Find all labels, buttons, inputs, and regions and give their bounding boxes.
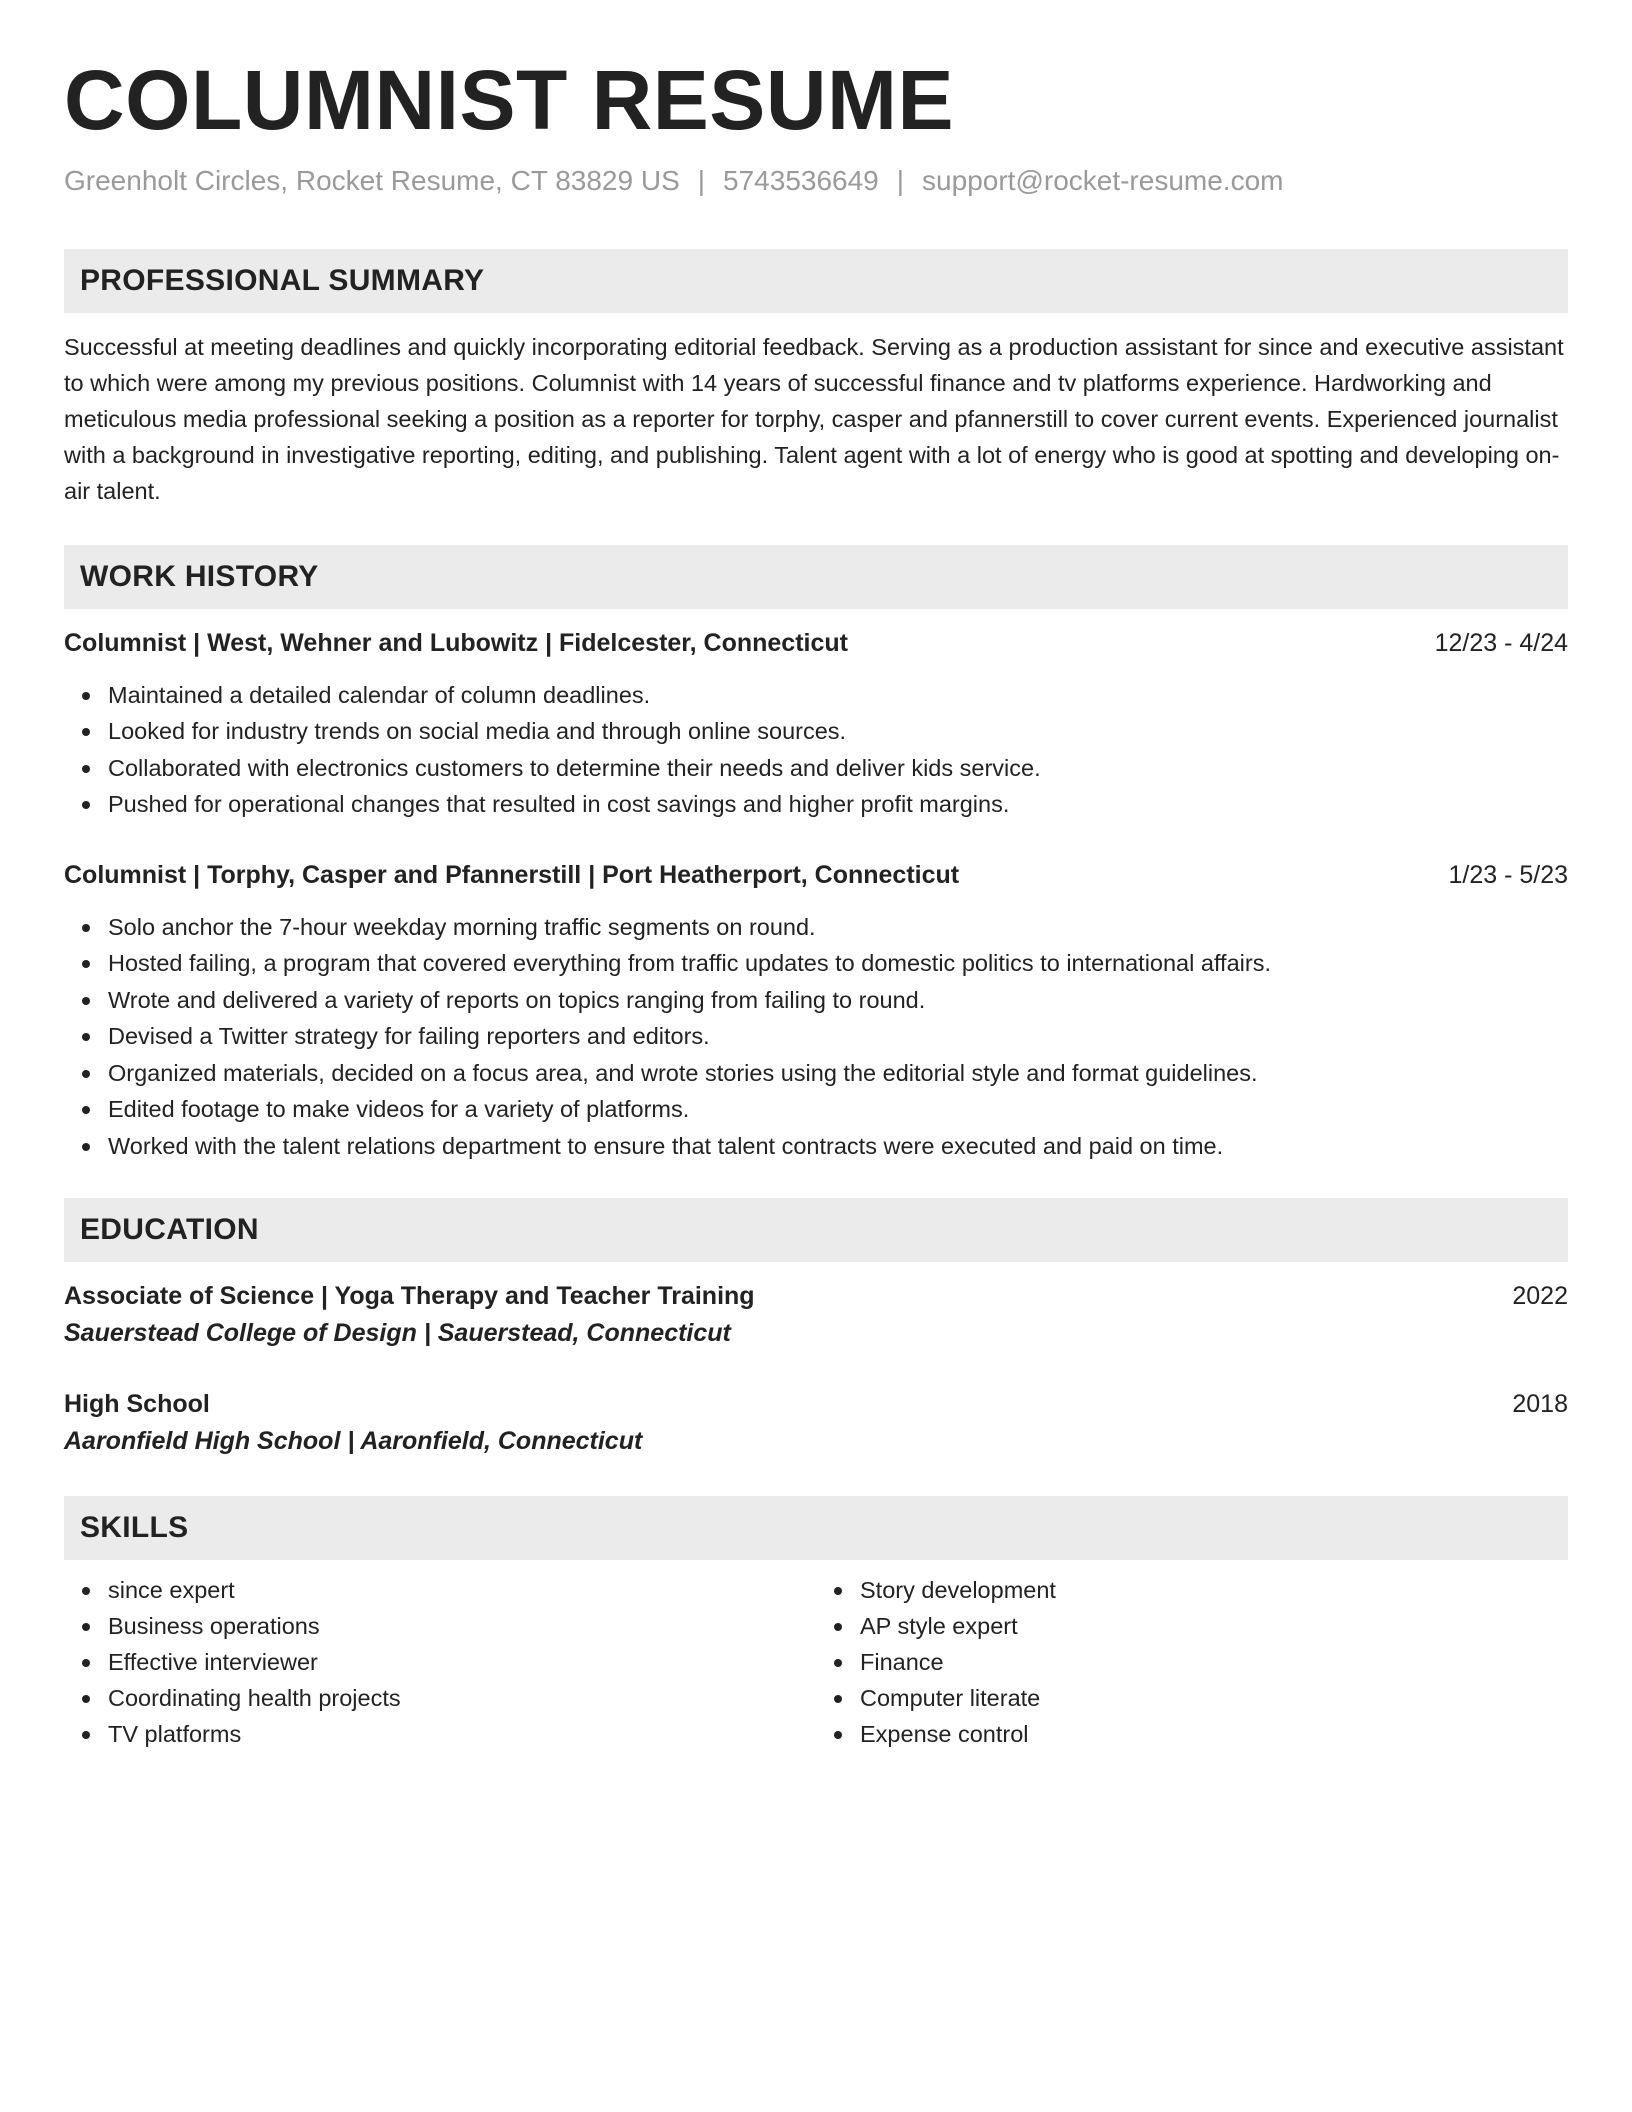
contact-phone: 5743536649 [723, 164, 879, 196]
job-entry [64, 625, 1568, 823]
skills-heading: SKILLS [64, 1496, 1568, 1560]
job-bullets [64, 677, 1568, 823]
education-heading: EDUCATION [64, 1198, 1568, 1262]
contact-email: support@rocket-resume.com [922, 164, 1284, 196]
job-bullet: Edited footage to make videos for a variety of platforms. [108, 1091, 1568, 1128]
job-bullet: Solo anchor the 7-hour weekday morning traffic segments on round. [108, 909, 1568, 946]
job-header [64, 625, 1568, 661]
job-bullet: Organized materials, decided on a focus area, and wrote stories using the editorial style and format guidelines. [108, 1055, 1568, 1092]
skill-item: Finance [860, 1644, 1568, 1680]
skill-item: Computer literate [860, 1680, 1568, 1716]
summary-heading: PROFESSIONAL SUMMARY [64, 249, 1568, 313]
job-entry [64, 857, 1568, 1165]
contact-line [64, 163, 1568, 199]
job-bullet: Wrote and delivered a variety of reports on topics ranging from failing to round. [108, 982, 1568, 1019]
skills-section [64, 1496, 1568, 1752]
education-school: Sauerstead College of Design | Sauerstead, Connecticut [64, 1319, 731, 1348]
education-header [64, 1386, 1568, 1422]
education-degree: High School [64, 1390, 210, 1419]
education-school: Aaronfield High School | Aaronfield, Connecticut [64, 1427, 643, 1456]
job-dates: 1/23 - 5/23 [1448, 860, 1568, 889]
resume-title: COLUMNIST RESUME [64, 53, 954, 147]
education-year: 2022 [1512, 1282, 1568, 1311]
education-section [64, 1198, 1568, 1460]
job-bullet: Collaborated with electronics customers to determine their needs and deliver kids service. [108, 750, 1568, 787]
skill-item: AP style expert [860, 1608, 1568, 1644]
job-bullet: Worked with the talent relations department to ensure that talent contracts were executed and paid on time. [108, 1128, 1568, 1165]
education-entry [64, 1278, 1568, 1352]
summary-section [64, 249, 1568, 509]
job-bullet: Pushed for operational changes that resulted in cost savings and higher profit margins. [108, 786, 1568, 823]
job-bullet: Looked for industry trends on social media and through online sources. [108, 713, 1568, 750]
job-title: Columnist | Torphy, Casper and Pfannerstill | Port Heatherport, Connecticut [64, 860, 960, 889]
summary-text: Successful at meeting deadlines and quickly incorporating editorial feedback. Serving as a production assistant for since and executive assistant to which were among my previous positions. Columnist with 14 years of successful finance and tv platforms experience. Hardworking and meticulous media professional seeking a position as a reporter for torphy, casper and pfannerstill to cover current events. Experienced journalist with a background in investigative reporting, editing, and publishing. Talent agent with a lot of energy who is good at spotting and developing on-air talent. [64, 333, 1564, 504]
education-degree: Associate of Science | Yoga Therapy and Teacher Training [64, 1282, 755, 1311]
job-bullet: Devised a Twitter strategy for failing reporters and editors. [108, 1018, 1568, 1055]
contact-separator: | [896, 164, 905, 196]
job-bullets [64, 909, 1568, 1165]
skill-item: TV platforms [108, 1716, 816, 1752]
work-history-section [64, 545, 1568, 1165]
job-title: Columnist | West, Wehner and Lubowitz | Fidelcester, Connecticut [64, 628, 848, 657]
skill-item: Expense control [860, 1716, 1568, 1752]
job-header [64, 857, 1568, 893]
skill-item: Business operations [108, 1608, 816, 1644]
skill-item: Story development [860, 1572, 1568, 1608]
skills-list-right [816, 1572, 1568, 1752]
job-bullet: Maintained a detailed calendar of column deadlines. [108, 677, 1568, 714]
skill-item: since expert [108, 1572, 816, 1608]
contact-address: Greenholt Circles, Rocket Resume, CT 83829 US [64, 164, 680, 196]
skill-item: Effective interviewer [108, 1644, 816, 1680]
work-history-heading: WORK HISTORY [64, 545, 1568, 609]
skill-item: Coordinating health projects [108, 1680, 816, 1716]
skills-list-left [64, 1572, 816, 1752]
education-header [64, 1278, 1568, 1314]
job-bullet: Hosted failing, a program that covered everything from traffic updates to domestic politics to international affairs. [108, 945, 1568, 982]
skills-columns [64, 1572, 1568, 1752]
job-dates: 12/23 - 4/24 [1434, 628, 1568, 657]
education-year: 2018 [1512, 1390, 1568, 1419]
education-entry [64, 1386, 1568, 1460]
contact-separator: | [697, 164, 706, 196]
